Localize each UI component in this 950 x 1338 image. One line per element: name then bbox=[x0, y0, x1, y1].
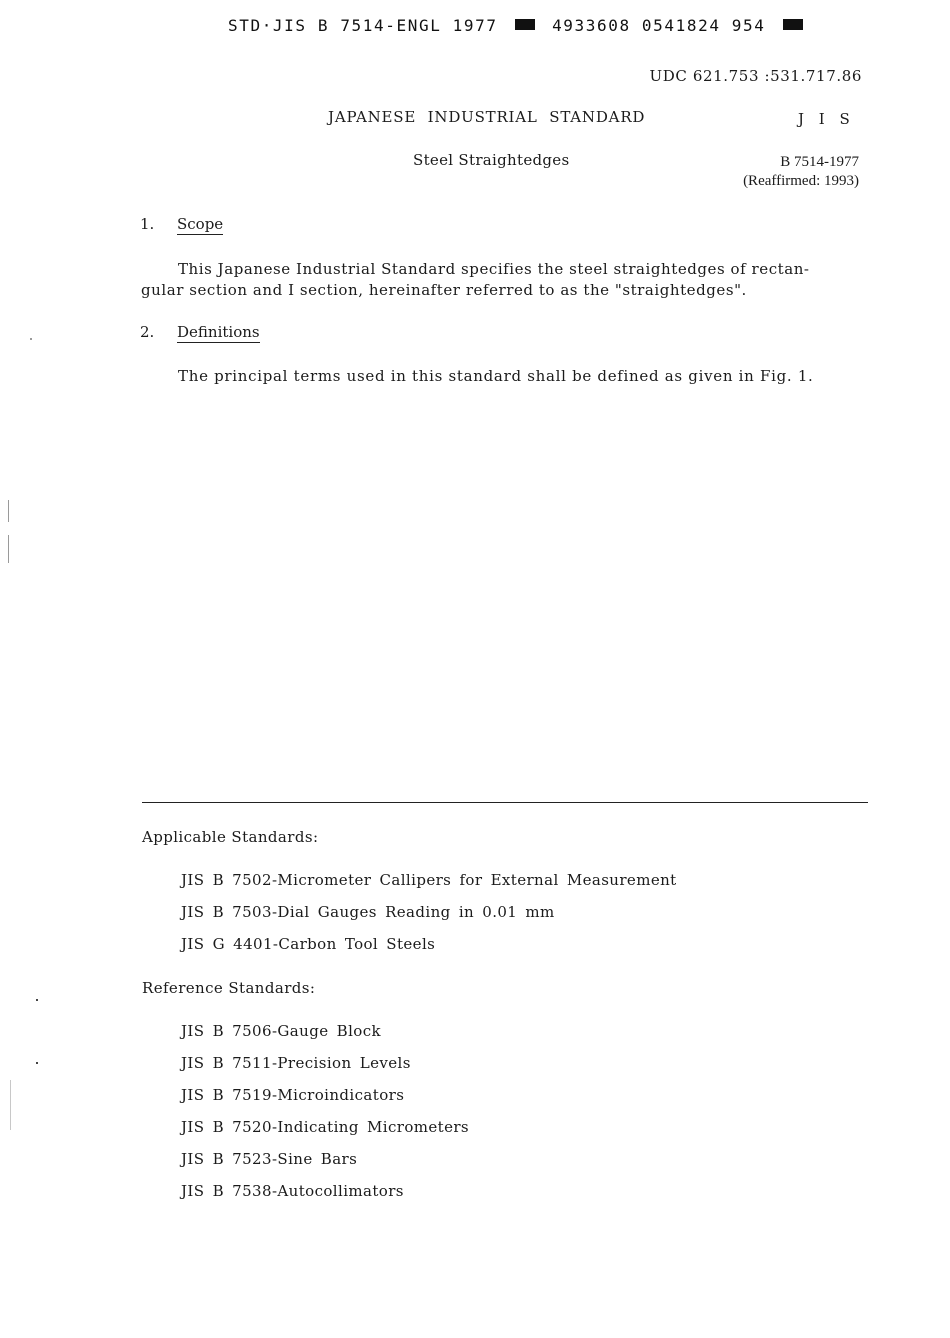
footnote-divider bbox=[142, 802, 868, 803]
document-code-line bbox=[228, 16, 809, 35]
reaffirmed-date: (Reaffirmed: 1993) bbox=[743, 173, 859, 189]
scan-artifact-mark bbox=[36, 1062, 38, 1064]
scan-artifact-mark bbox=[8, 500, 9, 522]
applicable-standards-heading: Applicable Standards: bbox=[142, 828, 319, 846]
standard-organization: JAPANESE INDUSTRIAL STANDARD bbox=[328, 108, 646, 126]
barcode-block-1 bbox=[515, 19, 535, 30]
scan-artifact-mark bbox=[30, 338, 32, 340]
document-number: B 7514-1977 bbox=[780, 154, 859, 170]
jis-mark: J I S bbox=[798, 110, 855, 128]
reference-standard-item: JIS B 7519-Microindicators bbox=[181, 1086, 405, 1104]
scope-paragraph-line-1: This Japanese Industrial Standard specifies the steel straightedges of rectan- bbox=[178, 260, 810, 278]
reference-standard-item: JIS B 7538-Autocollimators bbox=[181, 1182, 404, 1200]
code-number-1: 4933608 0541824 bbox=[552, 16, 721, 35]
scope-paragraph-line-2: gular section and I section, hereinafter referred to as the "straightedges". bbox=[141, 281, 747, 299]
section-1-number: 1. bbox=[140, 215, 155, 233]
document-number-block bbox=[743, 153, 859, 191]
section-2-title: Definitions bbox=[177, 323, 260, 341]
applicable-standard-item: JIS B 7503-Dial Gauges Reading in 0.01 mm bbox=[181, 903, 555, 921]
scan-artifact-mark bbox=[10, 1080, 11, 1130]
scan-artifact-mark bbox=[8, 535, 9, 563]
barcode-block-2 bbox=[783, 19, 803, 30]
section-2-number: 2. bbox=[140, 323, 155, 341]
applicable-standard-item: JIS G 4401-Carbon Tool Steels bbox=[181, 935, 436, 953]
applicable-standard-item: JIS B 7502-Micrometer Callipers for External Measurement bbox=[181, 871, 677, 889]
reference-standard-item: JIS B 7520-Indicating Micrometers bbox=[181, 1118, 470, 1136]
udc-number: UDC 621.753 :531.717.86 bbox=[649, 67, 862, 85]
reference-standards-heading: Reference Standards: bbox=[142, 979, 316, 997]
code-text: STD·JIS B 7514-ENGL 1977 bbox=[228, 16, 498, 35]
section-1-title: Scope bbox=[177, 215, 224, 233]
reference-standard-item: JIS B 7511-Precision Levels bbox=[181, 1054, 411, 1072]
definitions-paragraph: The principal terms used in this standard shall be defined as given in Fig. 1. bbox=[178, 367, 814, 385]
scan-artifact-mark bbox=[36, 999, 38, 1001]
reference-standard-item: JIS B 7506-Gauge Block bbox=[181, 1022, 381, 1040]
document-title: Steel Straightedges bbox=[413, 151, 570, 169]
reference-standard-item: JIS B 7523-Sine Bars bbox=[181, 1150, 358, 1168]
code-number-2: 954 bbox=[731, 16, 766, 35]
